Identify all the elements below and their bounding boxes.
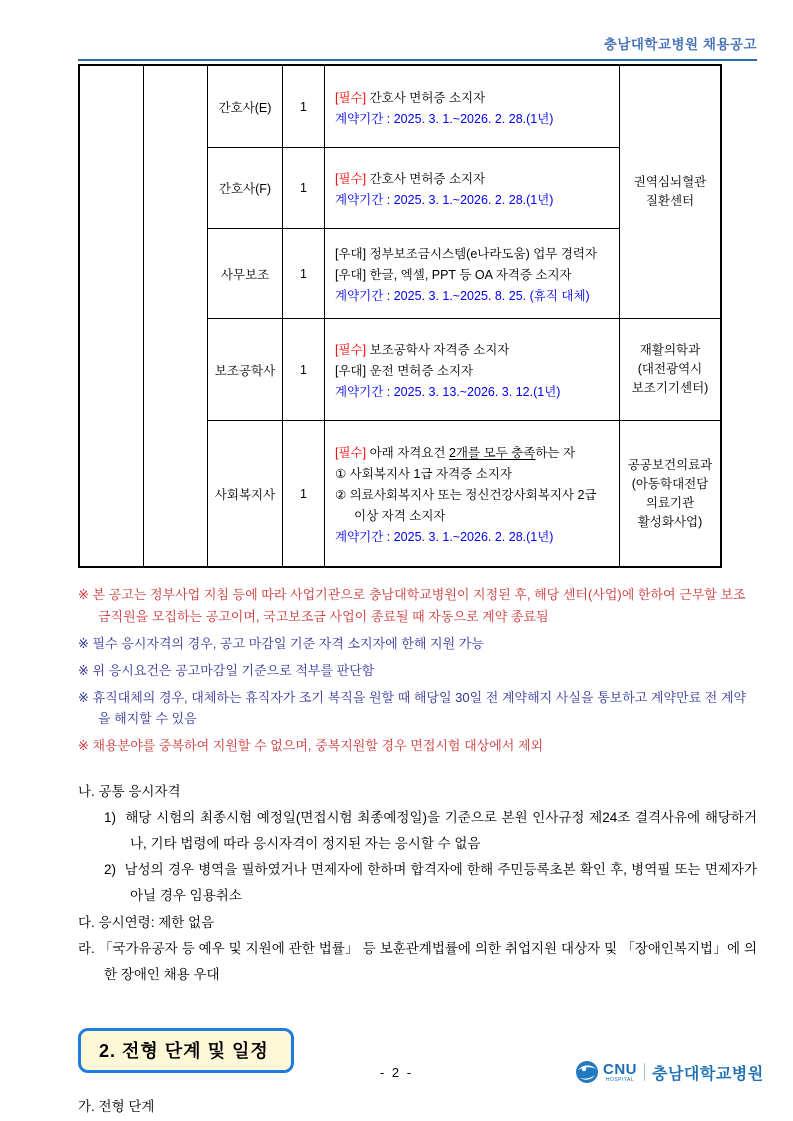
note-item (78, 584, 757, 627)
contract-period: 계약기간 : 2025. 3. 1.~2026. 2. 28.(1년) (335, 530, 554, 544)
table-cell-empty-col2 (144, 66, 208, 566)
job-title-cell: 사회복지사 (208, 421, 283, 566)
department-line: 의료기관 (645, 495, 695, 510)
hospital-logo (575, 1060, 764, 1084)
reference-mark: ※ (78, 662, 89, 678)
logo-cnu-text: CNU (603, 1060, 637, 1078)
department-line: 질환센터 (645, 194, 695, 208)
headcount-cell: 1 (283, 319, 325, 421)
reference-mark: ※ (78, 689, 89, 705)
department-line: 보조기기센터) (631, 381, 709, 395)
logo-hospital-name: 충남대학교병원 (652, 1065, 764, 1083)
preferred-line: [우대] 한글, 엑셀, PPT 등 OA 자격증 소지자 (335, 268, 572, 282)
note-text: 본 공고는 정부사업 지침 등에 따라 사업기관으로 충남대학교병원이 지정된 후, 해당 센터(사업)에 한하여 근무할 보조금직원을 모집하는 공고이며, 국고보조금 사업이 종료될 때 자동으로 계약 종료됨 (92, 587, 746, 624)
section-2-banner: 2. 전형 단계 및 일정 (78, 1028, 294, 1073)
requirement-line (335, 169, 611, 190)
required-tag: [필수] (335, 446, 367, 460)
contract-period: 계약기간 : 2025. 3. 1.~2026. 2. 28.(1년) (335, 193, 554, 207)
header-rule (78, 59, 757, 61)
qualification-item: ① 사회복지사 1급 자격증 소지자 (335, 467, 512, 481)
headcount-cell: 1 (283, 148, 325, 229)
note-item (78, 660, 757, 682)
recruitment-table (78, 64, 722, 568)
department-line: (대전광역시 (637, 362, 703, 376)
section-heading-da: 다. 응시연령: 제한 없음 (78, 914, 215, 930)
section-heading-na: 나. 공통 응시자격 (78, 783, 181, 799)
page-number: - 2 - (379, 1065, 414, 1080)
logo-divider (644, 1063, 645, 1081)
requirement-line (335, 443, 611, 464)
note-item (78, 735, 757, 757)
requirement-text: 간호사 면허증 소지자 (366, 172, 486, 186)
note-text: 위 응시요건은 공고마감일 기준으로 적부를 판단함 (92, 662, 375, 678)
reference-mark: ※ (78, 587, 89, 602)
department-line: 활성화사업) (637, 514, 703, 529)
department-line: (아동학대전담 (631, 476, 709, 491)
section-2-subheading: 가. 전형 단계 (78, 1098, 155, 1114)
headcount-cell: 1 (283, 66, 325, 148)
requirements-cell (325, 148, 620, 229)
requirements-cell (325, 66, 620, 148)
item-number: 2) (104, 861, 117, 877)
table-cell-empty-col1 (80, 66, 144, 566)
logo-hospital-text: HOSPITAL (605, 1076, 635, 1083)
note-item (78, 687, 757, 730)
preferred-line: [우대] 정부보조금시스템(e나라도움) 업무 경력자 (335, 247, 598, 261)
headcount-cell: 1 (283, 421, 325, 566)
qualification-item-continued: 이상 자격 소지자 (354, 509, 446, 523)
requirement-line (335, 88, 611, 109)
common-qualifications-section (78, 779, 757, 988)
section-heading-ra: 라. 「국가유공자 등 예우 및 지원에 관한 법률」 등 보훈관계법률에 의한 취업지원 대상자 및 「장애인복지법」에 의한 장애인 채용 우대 (78, 940, 757, 982)
contract-period: 계약기간 : 2025. 3. 1.~2026. 2. 28.(1년) (335, 111, 554, 126)
note-text: 필수 응시자격의 경우, 공고 마감일 기준 자격 소지자에 한해 지원 가능 (92, 635, 484, 651)
requirements-cell (325, 319, 620, 421)
department-cell (620, 421, 720, 566)
requirement-line (335, 340, 611, 361)
department-line: 재활의학과 (639, 343, 701, 357)
requirements-cell (325, 229, 620, 319)
contract-period: 계약기간 : 2025. 3. 13.~2026. 3. 12.(1년) (335, 385, 561, 399)
requirement-text: 간호사 면허증 소지자 (366, 90, 486, 105)
job-title-cell: 간호사(F) (208, 148, 283, 229)
reference-mark: ※ (78, 738, 89, 753)
item-number: 1) (104, 809, 117, 825)
qualification-item: ② 의료사회복지사 또는 정신건강사회복지사 2급 (335, 488, 597, 502)
requirement-text-pre: 아래 자격요건 (366, 446, 449, 460)
logo-cnu-block (603, 1062, 637, 1083)
required-tag: [필수] (335, 90, 367, 105)
notes-block (78, 584, 757, 757)
requirement-text: 보조공학사 자격증 소지자 (366, 343, 510, 357)
department-line: 권역심뇌혈관 (633, 175, 707, 189)
globe-icon (575, 1060, 599, 1084)
department-line: 공공보건의료과 (627, 457, 713, 472)
page-header-title: 충남대학교병원 채용공고 (603, 37, 757, 52)
requirements-cell (325, 421, 620, 566)
numbered-item-2 (78, 857, 757, 909)
requirement-text-post: 하는 자 (535, 446, 576, 460)
contract-period: 계약기간 : 2025. 3. 1.~2025. 8. 25. (휴직 대체) (335, 289, 590, 303)
note-text: 채용분야를 중복하여 지원할 수 없으며, 중복지원할 경우 면접시험 대상에서 제외 (92, 738, 544, 753)
reference-mark: ※ (78, 635, 89, 651)
job-title-cell: 간호사(E) (208, 66, 283, 148)
item-text: 남성의 경우 병역을 필하였거나 면제자에 한하며 합격자에 한해 주민등록초본 확인 후, 병역필 또는 면제자가 아닐 경우 임용취소 (124, 861, 757, 903)
job-title-cell: 사무보조 (208, 229, 283, 319)
note-item (78, 633, 757, 655)
job-title-cell: 보조공학사 (208, 319, 283, 421)
page-content (78, 33, 757, 1115)
requirement-text-underlined: 2개를 모두 충족 (448, 446, 536, 460)
department-cell (620, 66, 720, 319)
item-text: 해당 시험의 최종시험 예정일(면접시험 최종예정일)을 기준으로 본원 인사규정 제24조 결격사유에 해당하거나, 기타 법령에 따라 응시자격이 정지된 자는 응시할 수 없음 (125, 809, 757, 851)
headcount-cell: 1 (283, 229, 325, 319)
department-cell (620, 319, 720, 421)
note-text: 휴직대체의 경우, 대체하는 휴직자가 조기 복직을 원할 때 해당일 30일 전 계약해지 사실을 통보하고 계약만료 전 계약을 해지할 수 있음 (92, 689, 747, 726)
preferred-line: [우대] 운전 면허증 소지자 (335, 364, 474, 378)
required-tag: [필수] (335, 343, 367, 357)
required-tag: [필수] (335, 172, 367, 186)
numbered-item-1 (78, 805, 757, 857)
